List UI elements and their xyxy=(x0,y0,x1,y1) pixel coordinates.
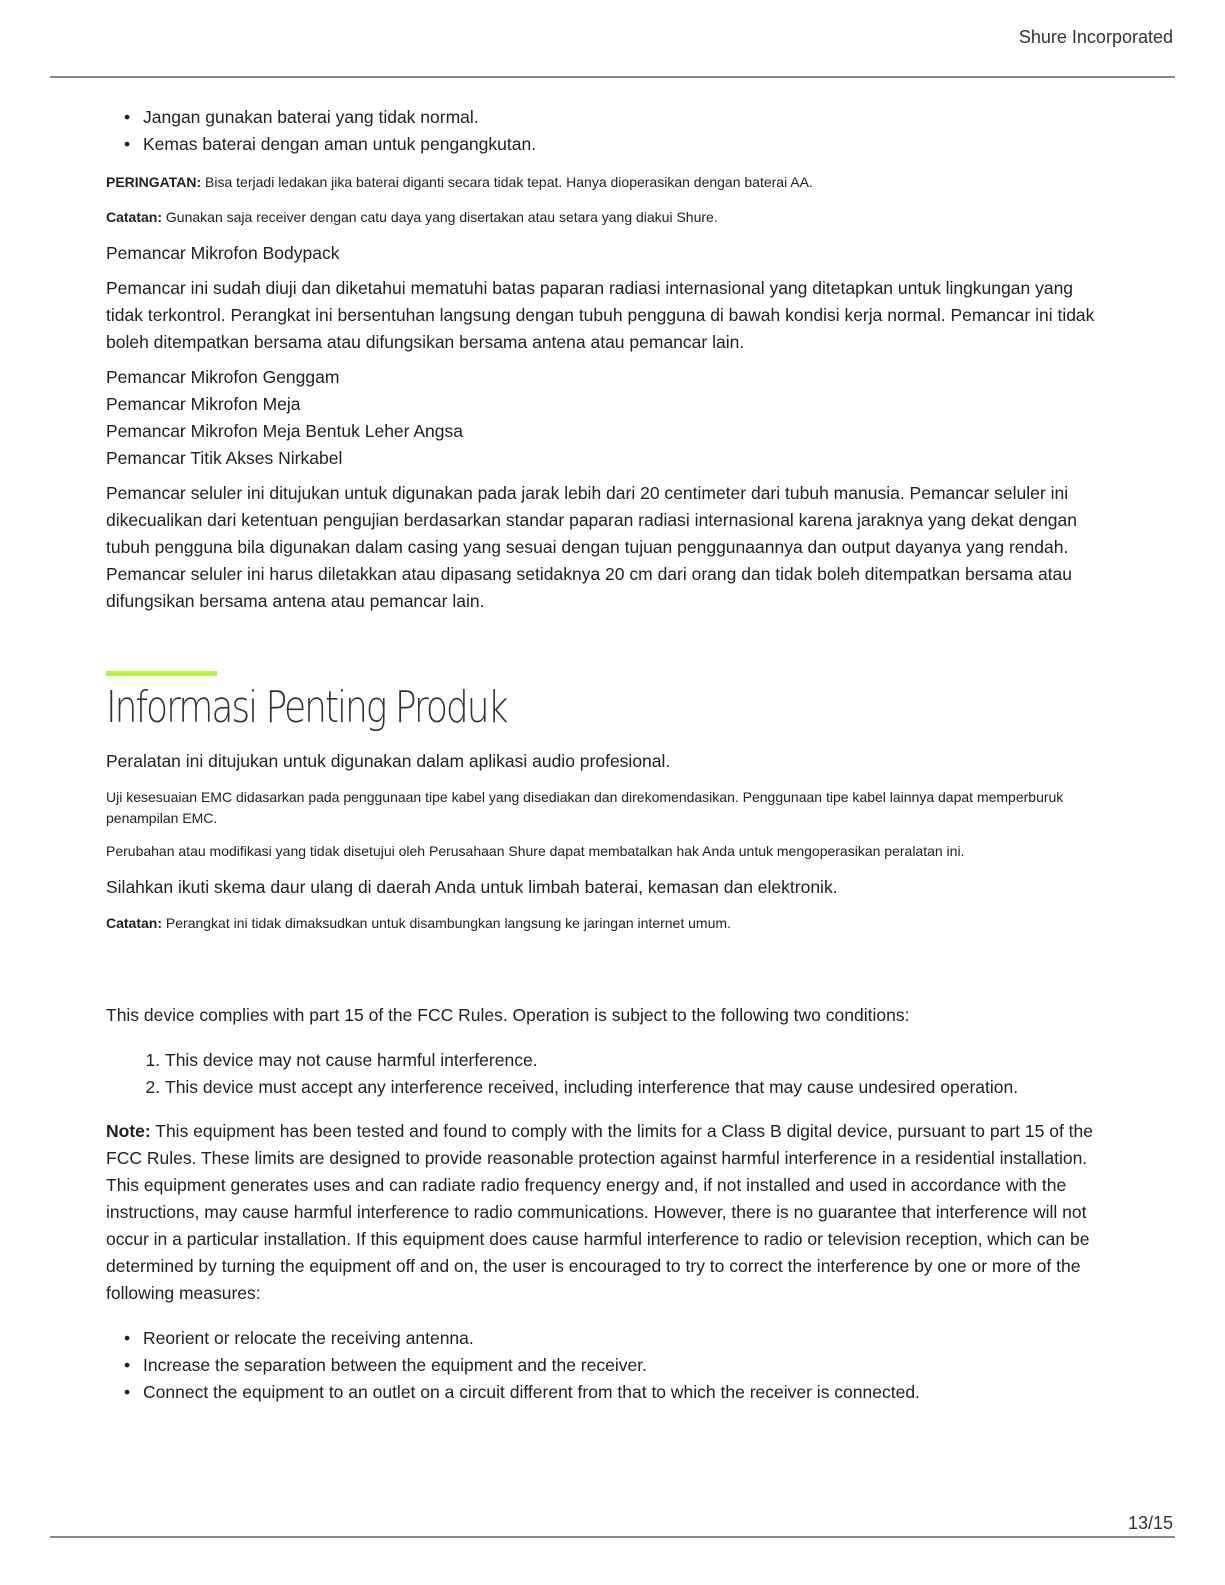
page-number: 13/15 xyxy=(1127,1513,1173,1533)
note-label: Note: xyxy=(106,1121,151,1141)
transmitter-type: Pemancar Mikrofon Genggam xyxy=(106,367,340,387)
list-item: • Jangan gunakan baterai yang tidak normal. xyxy=(143,104,1106,131)
list-item: • Kemas baterai dengan aman untuk pengangkutan. xyxy=(143,131,1106,158)
transmitter-type-list xyxy=(106,364,1106,472)
list-item: 2. This device must accept any interference received, including interference that may cause undesired operation. xyxy=(165,1074,1106,1101)
note-text: Perangkat ini tidak dimaksudkan untuk disambungkan langsung ke jaringan internet umum. xyxy=(162,915,731,931)
list-item: • Reorient or relocate the receiving antenna. xyxy=(143,1325,1106,1352)
modification-paragraph: Perubahan atau modifikasi yang tidak disetujui oleh Perusahaan Shure dapat membatalkan hak Anda untuk mengoperasikan peralatan ini. xyxy=(106,843,965,859)
warning-label: PERINGATAN: xyxy=(106,174,202,190)
list-item: • Connect the equipment to an outlet on a circuit different from that to which the receiver is connected. xyxy=(143,1379,1106,1406)
transmitter-type: Pemancar Titik Akses Nirkabel xyxy=(106,448,343,468)
footer-divider xyxy=(50,1536,1175,1538)
transmitter-type: Pemancar Mikrofon Meja xyxy=(106,394,301,414)
battery-bullet-list xyxy=(106,104,1106,158)
bodypack-paragraph: Pemancar ini sudah diuji dan diketahui mematuhi batas paparan radiasi internasional yang ditetapkan untuk lingkungan yang tidak terkontrol. Perangkat ini bersentuhan langsung dengan tubuh pengguna di bawah kondisi kerja normal. Pemancar ini tidak boleh ditempatkan bersama atau difungsikan bersama antena atau pemancar lain. xyxy=(106,278,1095,352)
header-company-name: Shure Incorporated xyxy=(1018,27,1173,47)
list-item: 1. This device may not cause harmful interference. xyxy=(165,1047,1106,1074)
warning-paragraph xyxy=(106,172,1106,193)
note-paragraph xyxy=(106,207,1106,228)
note-text: Gunakan saja receiver dengan catu daya yang disertakan atau setara yang diakui Shure. xyxy=(162,209,718,225)
note-label: Catatan: xyxy=(106,915,163,931)
internet-note-paragraph xyxy=(106,913,1106,934)
bodypack-heading: Pemancar Mikrofon Bodypack xyxy=(106,243,340,263)
recycling-paragraph: Silahkan ikuti skema daur ulang di daerah Anda untuk limbah baterai, kemasan dan elektronik. xyxy=(106,877,838,897)
section-title: Informasi Penting Produk xyxy=(106,682,507,733)
transmitter-type: Pemancar Mikrofon Meja Bentuk Leher Angsa xyxy=(106,421,463,441)
note-text: This equipment has been tested and found to comply with the limits for a Class B digital device, pursuant to part 15 of the FCC Rules. These limits are designed to provide reasonable protection against harmful interference in a residential installation. This equipment generates uses and can radiate radio frequency energy and, if not installed and used in accordance with the instructions, may cause harmful interference to radio communications. However, there is no guarantee that interference will not occur in a particular installation. If this equipment does cause harmful interference to radio or television reception, which can be determined by turning the equipment off and on, the user is encouraged to try to correct the interference by one or more of the following measures: xyxy=(106,1121,1094,1303)
fcc-note-paragraph xyxy=(106,1118,1106,1307)
section-accent-bar xyxy=(106,671,217,676)
document-body xyxy=(106,104,1106,1406)
note-label: Catatan: xyxy=(106,209,163,225)
fcc-measures-list xyxy=(106,1325,1106,1406)
header-divider xyxy=(50,76,1175,78)
mobile-transmitter-paragraph: Pemancar seluler ini ditujukan untuk digunakan pada jarak lebih dari 20 centimeter dari tubuh manusia. Pemancar seluler ini dikecualikan dari ketentuan pengujian berdasarkan standar paparan radiasi internasional karena jaraknya yang dekat dengan tubuh pengguna bila digunakan dalam casing yang sesuai dengan tujuan penggunaannya dan output dayanya yang rendah. Pemancar seluler ini harus diletakkan atau dipasang setidaknya 20 cm dari orang dan tidak boleh ditempatkan bersama atau difungsikan bersama antena atau pemancar lain. xyxy=(106,483,1077,611)
section-intro: Peralatan ini ditujukan untuk digunakan dalam aplikasi audio profesional. xyxy=(106,751,671,771)
fcc-intro: This device complies with part 15 of the FCC Rules. Operation is subject to the following two conditions: xyxy=(106,1005,910,1025)
list-item: • Increase the separation between the equipment and the receiver. xyxy=(143,1352,1106,1379)
warning-text: Bisa terjadi ledakan jika baterai diganti secara tidak tepat. Hanya dioperasikan dengan baterai AA. xyxy=(201,174,813,190)
emc-paragraph: Uji kesesuaian EMC didasarkan pada penggunaan tipe kabel yang disediakan dan direkomendasikan. Penggunaan tipe kabel lainnya dapat memperburuk penampilan EMC. xyxy=(106,789,1064,826)
fcc-conditions-list xyxy=(106,1047,1106,1101)
